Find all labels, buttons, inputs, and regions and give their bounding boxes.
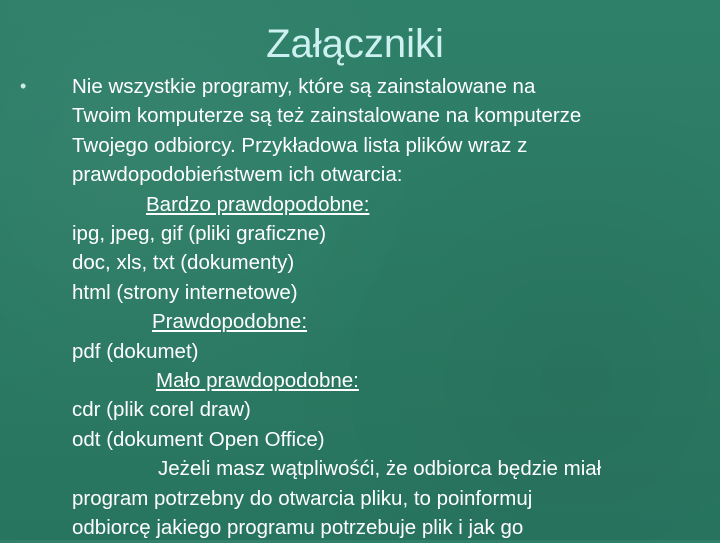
- bullet-item: [20, 72, 705, 543]
- slide-title: Załączniki: [266, 22, 444, 66]
- body-line: cdr (plik corel draw): [72, 398, 251, 422]
- body-line: doc, xls, txt (dokumenty): [72, 251, 295, 275]
- body-line: program potrzebny do otwarcia pliku, to poinformuj: [72, 486, 533, 510]
- slide-body: [20, 72, 705, 543]
- body-line: prawdopodobieństwem ich otwarcia:: [72, 163, 403, 187]
- body-line: pdf (dokumet): [72, 339, 199, 363]
- body-line: html (strony internetowe): [72, 280, 298, 304]
- body-line: odt (dokument Open Office): [72, 427, 325, 451]
- body-line: ipg, jpeg, gif (pliki graficzne): [72, 222, 327, 246]
- category-heading-very-likely: Bardzo prawdopodobne:: [146, 192, 370, 216]
- category-heading-likely: Prawdopodobne:: [152, 310, 308, 334]
- body-line: Nie wszystkie programy, które są zainstalowane na: [72, 75, 536, 98]
- body-line: Twoim komputerze są też zainstalowane na komputerze: [72, 104, 582, 128]
- body-line: Jeżeli masz wątpliwośći, że odbiorca będzie miał: [158, 457, 602, 481]
- body-line: odbiorcę jakiego programu potrzebuje plik i jak go: [72, 516, 524, 540]
- body-line: Twojego odbiorcy. Przykładowa lista plików wraz z: [72, 133, 528, 157]
- category-heading-unlikely: Mało prawdopodobne:: [156, 369, 359, 393]
- bullet-icon: •: [20, 76, 27, 96]
